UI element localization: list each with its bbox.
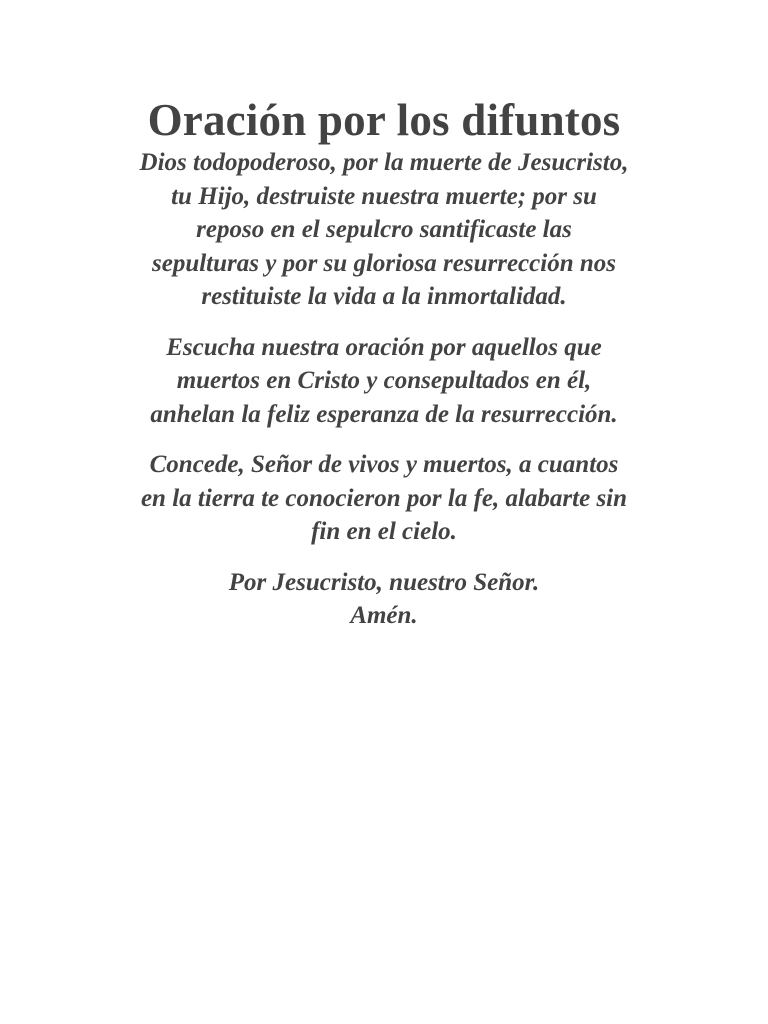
- prayer-content: [100, 94, 668, 633]
- text-line: sepulturas y por su gloriosa resurrección nos: [152, 249, 616, 277]
- text-line: en la tierra te conocieron por la fe, alabarte sin: [140, 484, 628, 512]
- text-line: Concede, Señor de vivos y muertos, a cuantos: [149, 451, 619, 478]
- text-line: anhelan la feliz esperanza de la resurrección.: [150, 400, 618, 428]
- text-line: Escucha nuestra oración por aquellos que: [166, 333, 602, 361]
- text-line: muertos en Cristo y consepultados en él,: [176, 367, 592, 394]
- text-line: reposo en el sepulcro santificaste las: [196, 216, 572, 243]
- amen-line: Amén.: [350, 602, 418, 629]
- text-line: Por Jesucristo, nuestro Señor.: [228, 568, 540, 596]
- document-title: Oración por los difuntos: [147, 95, 621, 145]
- paragraph-invocation: [100, 146, 668, 314]
- text-line: tu Hijo, destruiste nuestra muerte; por su: [171, 182, 597, 210]
- paragraph-petition: [100, 331, 668, 432]
- paragraph-request: [100, 448, 668, 549]
- paragraph-closing: [100, 566, 668, 633]
- text-line: Dios todopoderoso, por la muerte de Jesucristo,: [139, 149, 629, 176]
- text-line: restituiste la vida a la inmortalidad.: [201, 283, 567, 310]
- text-line: fin en el cielo.: [311, 518, 457, 545]
